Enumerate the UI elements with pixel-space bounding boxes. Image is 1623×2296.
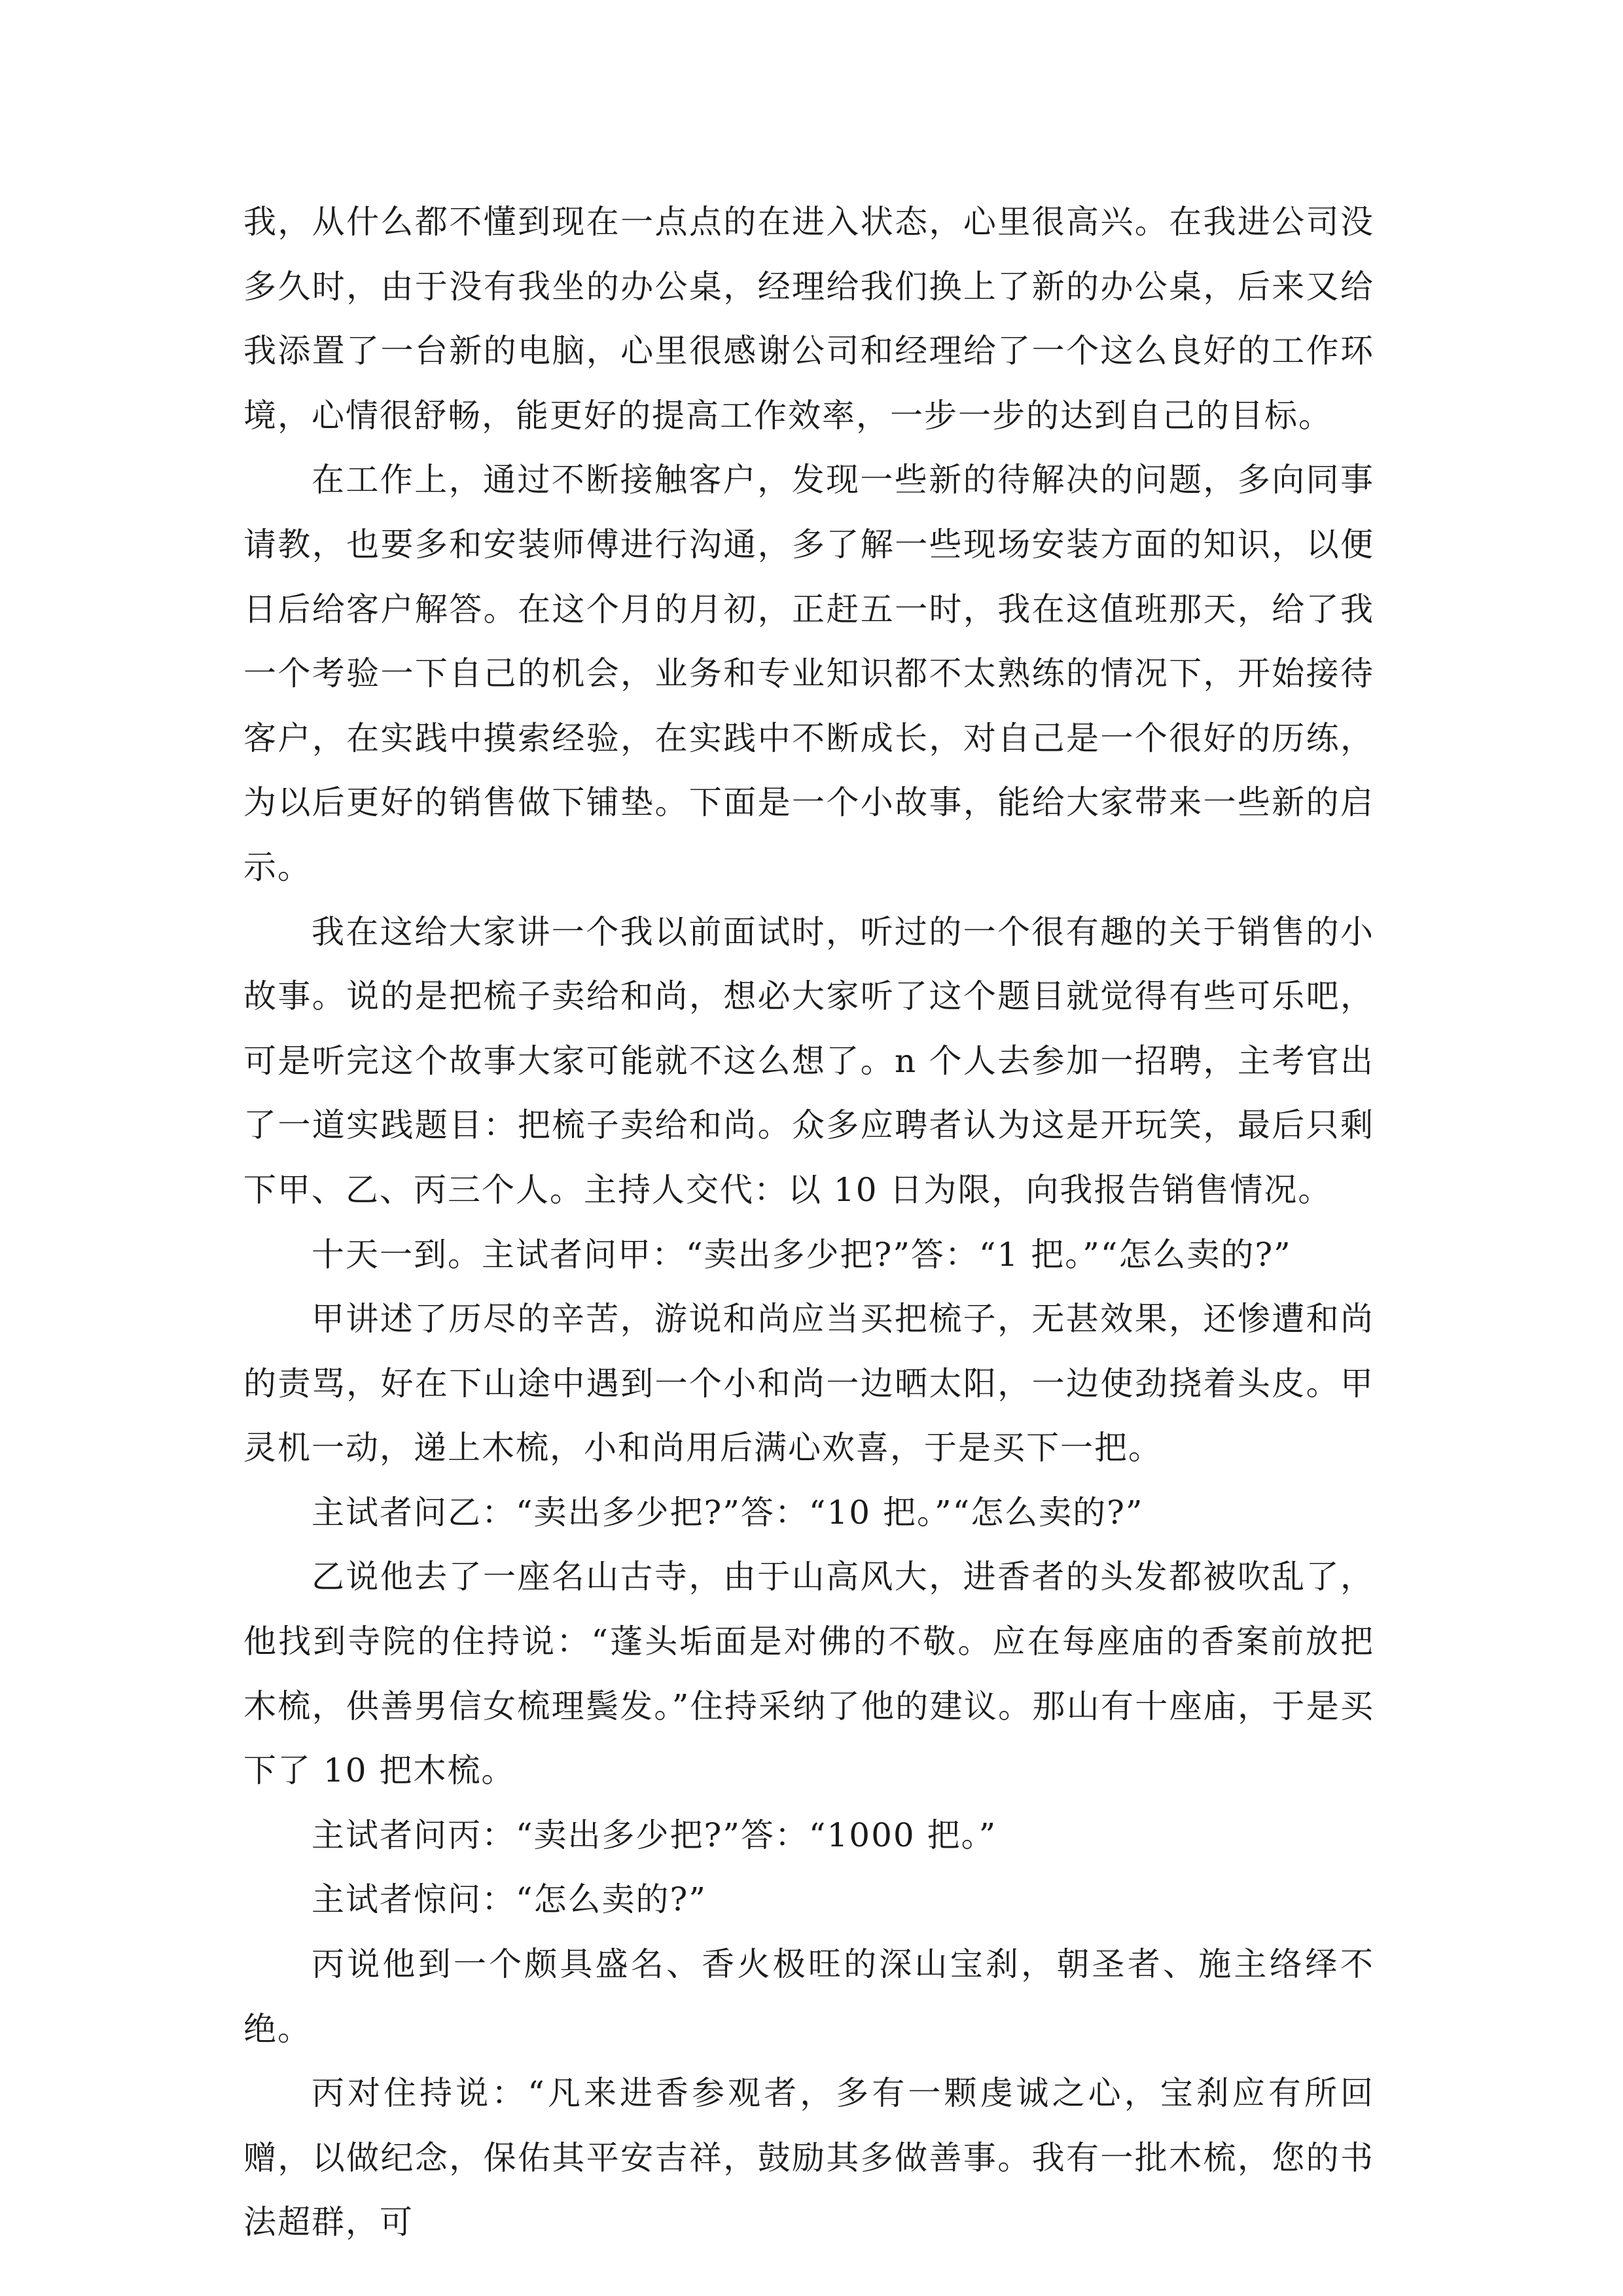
paragraph-7: 乙说他去了一座名山古寺，由于山高风大，进香者的头发都被吹乱了，他找到寺院的住持说：“蓬头垢面是对佛的不敬。应在每座庙的香案前放把木梳，供善男信女梳理鬓发。”住持采纳了他的建议。那山有十座庙，于是买下了 10 把木梳。: [243, 1558, 1374, 1790]
paragraph-11: 丙对住持说：“凡来进香参观者，多有一颗虔诚之心，宝刹应有所回赠，以做纪念，保佑其平安吉祥，鼓励其多做善事。我有一批木梳，您的书法超群，可: [243, 2074, 1374, 2242]
paragraph-1: 我，从什么都不懂到现在一点点的在进入状态，心里很高兴。在我进公司没多久时，由于没有我坐的办公桌，经理给我们换上了新的办公桌，后来又给我添置了一台新的电脑，心里很感谢公司和经理给了一个这么良好的工作环境，心情很舒畅，能更好的提高工作效率，一步一步的达到自己的目标。: [243, 203, 1374, 435]
paragraph-10: 丙说他到一个颇具盛名、香火极旺的深山宝刹，朝圣者、施主络绎不绝。: [243, 1945, 1374, 2048]
paragraph-3: 我在这给大家讲一个我以前面试时，听过的一个很有趣的关于销售的小故事。说的是把梳子卖给和尚，想必大家听了这个题目就觉得有些可乐吧，可是听完这个故事大家可能就不这么想了。n 个人去参加一招聘，主考官出了一道实践题目：把梳子卖给和尚。众多应聘者认为这是开玩笑，最后只剩下甲、乙、丙三个人。主持人交代：以 10 日为限，向我报告销售情况。: [243, 912, 1374, 1209]
paragraph-4: 十天一到。主试者问甲：“卖出多少把?”答：“1 把。”“怎么卖的?”: [312, 1235, 1292, 1274]
paragraph-9: 主试者惊问：“怎么卖的?”: [312, 1880, 707, 1919]
paragraph-6: 主试者问乙：“卖出多少把?”答：“10 把。”“怎么卖的?”: [312, 1493, 1144, 1532]
paragraph-5: 甲讲述了历尽的辛苦，游说和尚应当买把梳子，无甚效果，还惨遭和尚的责骂，好在下山途中遇到一个小和尚一边晒太阳，一边使劲挠着头皮。甲灵机一动，递上木梳，小和尚用后满心欢喜，于是买下一把。: [243, 1300, 1374, 1467]
paragraph-2: 在工作上，通过不断接触客户，发现一些新的待解决的问题，多向同事请教，也要多和安装师傅进行沟通，多了解一些现场安装方面的知识，以便日后给客户解答。在这个月的月初，正赶五一时，我在这值班那天，给了我一个考验一下自己的机会，业务和专业知识都不太熟练的情况下，开始接待客户，在实践中摸索经验，在实践中不断成长，对自己是一个很好的历练，为以后更好的销售做下铺垫。下面是一个小故事，能给大家带来一些新的启示。: [243, 461, 1374, 886]
paragraph-8: 主试者问丙：“卖出多少把?”答：“1000 把。”: [312, 1816, 997, 1854]
body-text: [243, 190, 1374, 2255]
